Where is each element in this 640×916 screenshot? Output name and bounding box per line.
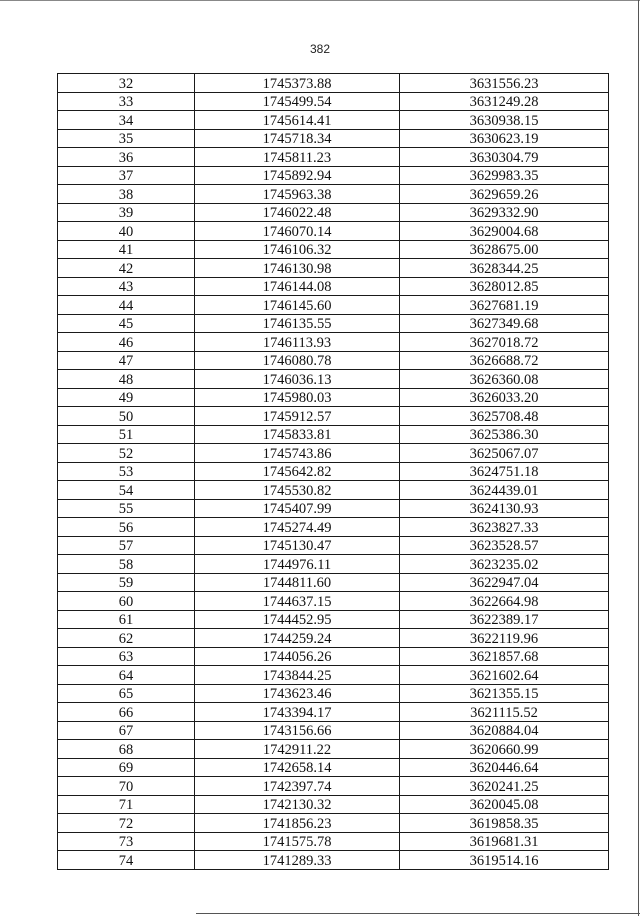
point-number-cell: 40 — [58, 222, 195, 241]
table-row — [58, 703, 609, 722]
y-coordinate-cell: 3628675.00 — [400, 240, 609, 259]
point-number-cell: 36 — [58, 148, 195, 167]
point-number-cell: 72 — [58, 814, 195, 833]
table-row — [58, 481, 609, 500]
coordinate-table-body — [58, 74, 609, 870]
table-row — [58, 407, 609, 426]
y-coordinate-cell: 3623827.33 — [400, 518, 609, 537]
x-coordinate-cell: 1744637.15 — [195, 592, 400, 611]
table-row — [58, 684, 609, 703]
y-coordinate-cell: 3626360.08 — [400, 370, 609, 389]
point-number-cell: 44 — [58, 296, 195, 315]
x-coordinate-cell: 1746130.98 — [195, 259, 400, 278]
point-number-cell: 48 — [58, 370, 195, 389]
point-number-cell: 63 — [58, 647, 195, 666]
point-number-cell: 64 — [58, 666, 195, 685]
x-coordinate-cell: 1742397.74 — [195, 777, 400, 796]
table-row — [58, 296, 609, 315]
point-number-cell: 51 — [58, 425, 195, 444]
x-coordinate-cell: 1745963.38 — [195, 185, 400, 204]
x-coordinate-cell: 1745718.34 — [195, 129, 400, 148]
point-number-cell: 73 — [58, 832, 195, 851]
x-coordinate-cell: 1746145.60 — [195, 296, 400, 315]
table-row — [58, 166, 609, 185]
x-coordinate-cell: 1746113.93 — [195, 333, 400, 352]
y-coordinate-cell: 3626688.72 — [400, 351, 609, 370]
x-coordinate-cell: 1746135.55 — [195, 314, 400, 333]
x-coordinate-cell: 1745614.41 — [195, 111, 400, 130]
x-coordinate-cell: 1743844.25 — [195, 666, 400, 685]
y-coordinate-cell: 3628344.25 — [400, 259, 609, 278]
point-number-cell: 32 — [58, 74, 195, 93]
point-number-cell: 60 — [58, 592, 195, 611]
point-number-cell: 41 — [58, 240, 195, 259]
y-coordinate-cell: 3620884.04 — [400, 721, 609, 740]
point-number-cell: 49 — [58, 388, 195, 407]
table-row — [58, 425, 609, 444]
table-row — [58, 259, 609, 278]
x-coordinate-cell: 1743623.46 — [195, 684, 400, 703]
page-frame-bottom — [196, 913, 640, 914]
y-coordinate-cell: 3622664.98 — [400, 592, 609, 611]
y-coordinate-cell: 3625386.30 — [400, 425, 609, 444]
table-row — [58, 203, 609, 222]
point-number-cell: 38 — [58, 185, 195, 204]
point-number-cell: 33 — [58, 92, 195, 111]
x-coordinate-cell: 1744259.24 — [195, 629, 400, 648]
point-number-cell: 46 — [58, 333, 195, 352]
point-number-cell: 54 — [58, 481, 195, 500]
point-number-cell: 56 — [58, 518, 195, 537]
y-coordinate-cell: 3625067.07 — [400, 444, 609, 463]
point-number-cell: 35 — [58, 129, 195, 148]
y-coordinate-cell: 3629332.90 — [400, 203, 609, 222]
table-row — [58, 777, 609, 796]
y-coordinate-cell: 3621602.64 — [400, 666, 609, 685]
table-row — [58, 388, 609, 407]
table-row — [58, 129, 609, 148]
point-number-cell: 39 — [58, 203, 195, 222]
x-coordinate-cell: 1741289.33 — [195, 851, 400, 870]
y-coordinate-cell: 3624751.18 — [400, 462, 609, 481]
table-row — [58, 444, 609, 463]
point-number-cell: 62 — [58, 629, 195, 648]
x-coordinate-cell: 1746022.48 — [195, 203, 400, 222]
point-number-cell: 70 — [58, 777, 195, 796]
y-coordinate-cell: 3627681.19 — [400, 296, 609, 315]
x-coordinate-cell: 1744056.26 — [195, 647, 400, 666]
coordinate-table — [57, 73, 609, 870]
x-coordinate-cell: 1745811.23 — [195, 148, 400, 167]
table-row — [58, 462, 609, 481]
table-row — [58, 721, 609, 740]
point-number-cell: 42 — [58, 259, 195, 278]
point-number-cell: 66 — [58, 703, 195, 722]
x-coordinate-cell: 1746144.08 — [195, 277, 400, 296]
y-coordinate-cell: 3627349.68 — [400, 314, 609, 333]
y-coordinate-cell: 3622947.04 — [400, 573, 609, 592]
table-row — [58, 851, 609, 870]
point-number-cell: 71 — [58, 795, 195, 814]
y-coordinate-cell: 3623235.02 — [400, 555, 609, 574]
point-number-cell: 52 — [58, 444, 195, 463]
table-row — [58, 610, 609, 629]
y-coordinate-cell: 3619514.16 — [400, 851, 609, 870]
point-number-cell: 55 — [58, 499, 195, 518]
point-number-cell: 58 — [58, 555, 195, 574]
table-row — [58, 351, 609, 370]
table-row — [58, 814, 609, 833]
y-coordinate-cell: 3631556.23 — [400, 74, 609, 93]
y-coordinate-cell: 3630304.79 — [400, 148, 609, 167]
y-coordinate-cell: 3620660.99 — [400, 740, 609, 759]
x-coordinate-cell: 1745642.82 — [195, 462, 400, 481]
x-coordinate-cell: 1745892.94 — [195, 166, 400, 185]
table-row — [58, 832, 609, 851]
y-coordinate-cell: 3629659.26 — [400, 185, 609, 204]
x-coordinate-cell: 1745833.81 — [195, 425, 400, 444]
table-row — [58, 314, 609, 333]
x-coordinate-cell: 1743156.66 — [195, 721, 400, 740]
point-number-cell: 43 — [58, 277, 195, 296]
y-coordinate-cell: 3628012.85 — [400, 277, 609, 296]
x-coordinate-cell: 1745912.57 — [195, 407, 400, 426]
x-coordinate-cell: 1743394.17 — [195, 703, 400, 722]
y-coordinate-cell: 3622389.17 — [400, 610, 609, 629]
y-coordinate-cell: 3625708.48 — [400, 407, 609, 426]
x-coordinate-cell: 1746106.32 — [195, 240, 400, 259]
x-coordinate-cell: 1744976.11 — [195, 555, 400, 574]
y-coordinate-cell: 3629004.68 — [400, 222, 609, 241]
y-coordinate-cell: 3620241.25 — [400, 777, 609, 796]
x-coordinate-cell: 1745130.47 — [195, 536, 400, 555]
y-coordinate-cell: 3619858.35 — [400, 814, 609, 833]
x-coordinate-cell: 1745407.99 — [195, 499, 400, 518]
y-coordinate-cell: 3621115.52 — [400, 703, 609, 722]
table-row — [58, 499, 609, 518]
point-number-cell: 59 — [58, 573, 195, 592]
y-coordinate-cell: 3620045.08 — [400, 795, 609, 814]
x-coordinate-cell: 1744452.95 — [195, 610, 400, 629]
point-number-cell: 69 — [58, 758, 195, 777]
table-row — [58, 573, 609, 592]
x-coordinate-cell: 1746080.78 — [195, 351, 400, 370]
y-coordinate-cell: 3619681.31 — [400, 832, 609, 851]
y-coordinate-cell: 3626033.20 — [400, 388, 609, 407]
point-number-cell: 47 — [58, 351, 195, 370]
x-coordinate-cell: 1744811.60 — [195, 573, 400, 592]
x-coordinate-cell: 1746070.14 — [195, 222, 400, 241]
page-frame-right — [638, 0, 639, 916]
table-row — [58, 795, 609, 814]
x-coordinate-cell: 1746036.13 — [195, 370, 400, 389]
x-coordinate-cell: 1745980.03 — [195, 388, 400, 407]
y-coordinate-cell: 3621355.15 — [400, 684, 609, 703]
point-number-cell: 53 — [58, 462, 195, 481]
table-row — [58, 148, 609, 167]
table-row — [58, 277, 609, 296]
x-coordinate-cell: 1745274.49 — [195, 518, 400, 537]
point-number-cell: 45 — [58, 314, 195, 333]
y-coordinate-cell: 3621857.68 — [400, 647, 609, 666]
y-coordinate-cell: 3631249.28 — [400, 92, 609, 111]
y-coordinate-cell: 3624130.93 — [400, 499, 609, 518]
point-number-cell: 57 — [58, 536, 195, 555]
table-row — [58, 666, 609, 685]
x-coordinate-cell: 1741856.23 — [195, 814, 400, 833]
x-coordinate-cell: 1745499.54 — [195, 92, 400, 111]
y-coordinate-cell: 3627018.72 — [400, 333, 609, 352]
point-number-cell: 37 — [58, 166, 195, 185]
table-row — [58, 333, 609, 352]
y-coordinate-cell: 3624439.01 — [400, 481, 609, 500]
point-number-cell: 68 — [58, 740, 195, 759]
page-frame-top — [0, 0, 640, 1]
point-number-cell: 65 — [58, 684, 195, 703]
table-row — [58, 185, 609, 204]
table-row — [58, 74, 609, 93]
table-row — [58, 758, 609, 777]
x-coordinate-cell: 1742911.22 — [195, 740, 400, 759]
point-number-cell: 34 — [58, 111, 195, 130]
y-coordinate-cell: 3622119.96 — [400, 629, 609, 648]
y-coordinate-cell: 3630623.19 — [400, 129, 609, 148]
table-row — [58, 92, 609, 111]
table-row — [58, 536, 609, 555]
table-row — [58, 370, 609, 389]
table-row — [58, 647, 609, 666]
point-number-cell: 67 — [58, 721, 195, 740]
page-number: 382 — [309, 42, 331, 56]
table-row — [58, 592, 609, 611]
x-coordinate-cell: 1745743.86 — [195, 444, 400, 463]
point-number-cell: 61 — [58, 610, 195, 629]
y-coordinate-cell: 3630938.15 — [400, 111, 609, 130]
x-coordinate-cell: 1742130.32 — [195, 795, 400, 814]
x-coordinate-cell: 1745373.88 — [195, 74, 400, 93]
y-coordinate-cell: 3629983.35 — [400, 166, 609, 185]
table-row — [58, 222, 609, 241]
x-coordinate-cell: 1741575.78 — [195, 832, 400, 851]
table-row — [58, 518, 609, 537]
x-coordinate-cell: 1742658.14 — [195, 758, 400, 777]
y-coordinate-cell: 3620446.64 — [400, 758, 609, 777]
table-row — [58, 629, 609, 648]
table-row — [58, 240, 609, 259]
y-coordinate-cell: 3623528.57 — [400, 536, 609, 555]
point-number-cell: 50 — [58, 407, 195, 426]
x-coordinate-cell: 1745530.82 — [195, 481, 400, 500]
point-number-cell: 74 — [58, 851, 195, 870]
table-row — [58, 111, 609, 130]
table-row — [58, 740, 609, 759]
table-row — [58, 555, 609, 574]
